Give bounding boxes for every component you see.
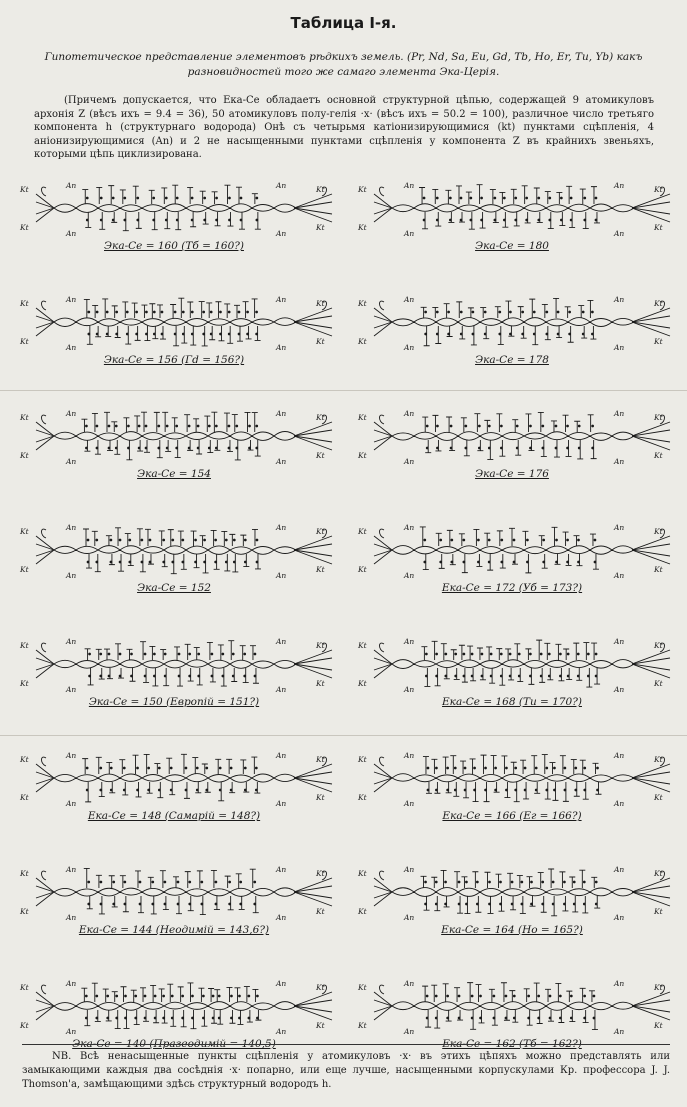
chain-drawing xyxy=(14,180,334,242)
an-label: An xyxy=(66,865,77,874)
diagram-caption: Эка-Се = 160 (Тб = 160?) xyxy=(104,240,244,252)
kt-label: Kt xyxy=(20,1021,29,1030)
diagram-caption: Ека-Се = 164 (Но = 165?) xyxy=(441,924,583,936)
kt-label: Kt xyxy=(316,337,325,346)
kt-label: Kt xyxy=(316,565,325,574)
an-label: An xyxy=(404,1027,415,1036)
chain-drawing xyxy=(352,978,672,1040)
chain-diagram xyxy=(14,636,334,756)
an-label: An xyxy=(614,181,625,190)
kt-label: Kt xyxy=(20,565,29,574)
chain-drawing xyxy=(14,636,334,698)
kt-label: Kt xyxy=(316,755,325,764)
an-label: An xyxy=(404,685,415,694)
an-label: An xyxy=(276,979,287,988)
an-label: An xyxy=(276,409,287,418)
chain-diagram xyxy=(352,750,672,870)
kt-label: Kt xyxy=(358,1021,367,1030)
an-label: An xyxy=(276,799,287,808)
chain-drawing xyxy=(352,294,672,356)
kt-label: Kt xyxy=(316,223,325,232)
an-label: An xyxy=(66,229,77,238)
an-label: An xyxy=(66,181,77,190)
an-label: An xyxy=(276,343,287,352)
kt-label: Kt xyxy=(20,337,29,346)
kt-label: Kt xyxy=(316,983,325,992)
chain-diagram xyxy=(14,294,334,414)
kt-label: Kt xyxy=(20,793,29,802)
chain-drawing xyxy=(352,408,672,470)
an-label: An xyxy=(276,295,287,304)
diagram-caption: Ека-Се = 166 (Ег = 166?) xyxy=(442,810,582,822)
diagram-caption: Эка-Се = 176 xyxy=(475,468,549,480)
an-label: An xyxy=(614,979,625,988)
chain-diagram xyxy=(14,522,334,642)
chain-diagram xyxy=(14,180,334,300)
chain-diagram xyxy=(352,864,672,984)
an-label: An xyxy=(66,571,77,580)
an-label: An xyxy=(404,571,415,580)
diagram-caption: Ека-Се = 168 (Ти = 170?) xyxy=(442,696,582,708)
kt-label: Kt xyxy=(20,223,29,232)
kt-label: Kt xyxy=(358,565,367,574)
kt-label: Kt xyxy=(654,451,663,460)
an-label: An xyxy=(404,751,415,760)
an-label: An xyxy=(614,409,625,418)
diagram-caption: Ека-Се = 172 (Уб = 173?) xyxy=(441,582,583,594)
an-label: An xyxy=(614,865,625,874)
an-label: An xyxy=(614,295,625,304)
chain-diagram xyxy=(14,750,334,870)
kt-label: Kt xyxy=(654,983,663,992)
an-label: An xyxy=(66,913,77,922)
kt-label: Kt xyxy=(654,755,663,764)
kt-label: Kt xyxy=(358,907,367,916)
chain-drawing xyxy=(14,978,334,1040)
kt-label: Kt xyxy=(316,869,325,878)
kt-label: Kt xyxy=(654,223,663,232)
kt-label: Kt xyxy=(654,565,663,574)
diagram-caption: Эка-Се = 152 xyxy=(137,582,211,594)
kt-label: Kt xyxy=(358,641,367,650)
kt-label: Kt xyxy=(20,185,29,194)
an-label: An xyxy=(276,457,287,466)
kt-label: Kt xyxy=(358,413,367,422)
an-label: An xyxy=(66,637,77,646)
kt-label: Kt xyxy=(654,679,663,688)
kt-label: Kt xyxy=(358,185,367,194)
an-label: An xyxy=(614,571,625,580)
kt-label: Kt xyxy=(316,641,325,650)
an-label: An xyxy=(404,409,415,418)
diagram-caption: Ека-Се = 148 (Самарій = 148?) xyxy=(87,810,261,822)
kt-label: Kt xyxy=(20,641,29,650)
kt-label: Kt xyxy=(20,413,29,422)
kt-label: Kt xyxy=(654,907,663,916)
diagram-caption: Ека-Се = 162 (Тб = 162?) xyxy=(442,1038,582,1050)
an-label: An xyxy=(404,799,415,808)
kt-label: Kt xyxy=(358,337,367,346)
chain-diagram xyxy=(352,522,672,642)
diagram-caption: Эка-Се = 140 (Празеодимій = 140,5) xyxy=(72,1038,276,1050)
chain-diagram xyxy=(352,636,672,756)
diagram-caption: Эка-Се = 156 (Гd = 156?) xyxy=(103,354,245,366)
kt-label: Kt xyxy=(654,1021,663,1030)
chain-drawing xyxy=(14,750,334,812)
an-label: An xyxy=(66,685,77,694)
diagram-caption: Ека-Се = 144 (Неодимій = 143,6?) xyxy=(78,924,270,936)
kt-label: Kt xyxy=(20,451,29,460)
an-label: An xyxy=(66,523,77,532)
an-label: An xyxy=(66,1027,77,1036)
chain-drawing xyxy=(352,522,672,584)
diagram-caption: Эка-Се = 180 xyxy=(475,240,549,252)
an-label: An xyxy=(404,523,415,532)
kt-label: Kt xyxy=(358,869,367,878)
chain-drawing xyxy=(352,636,672,698)
chain-drawing xyxy=(352,750,672,812)
kt-label: Kt xyxy=(358,527,367,536)
kt-label: Kt xyxy=(654,413,663,422)
kt-label: Kt xyxy=(358,755,367,764)
chain-drawing xyxy=(352,180,672,242)
diagram-caption: Эка-Се = 154 xyxy=(137,468,211,480)
an-label: An xyxy=(276,637,287,646)
an-label: An xyxy=(614,1027,625,1036)
an-label: An xyxy=(614,751,625,760)
kt-label: Kt xyxy=(358,983,367,992)
an-label: An xyxy=(404,229,415,238)
kt-label: Kt xyxy=(20,679,29,688)
an-label: An xyxy=(404,343,415,352)
kt-label: Kt xyxy=(20,983,29,992)
kt-label: Kt xyxy=(316,413,325,422)
an-label: An xyxy=(404,865,415,874)
chain-drawing xyxy=(352,864,672,926)
kt-label: Kt xyxy=(358,679,367,688)
kt-label: Kt xyxy=(358,223,367,232)
diagram-caption: Эка-Се = 150 (Европій = 151?) xyxy=(88,696,260,708)
kt-label: Kt xyxy=(654,185,663,194)
chain-diagram xyxy=(352,294,672,414)
chain-diagram xyxy=(352,180,672,300)
an-label: An xyxy=(276,913,287,922)
an-label: An xyxy=(614,637,625,646)
an-label: An xyxy=(276,865,287,874)
kt-label: Kt xyxy=(358,299,367,308)
an-label: An xyxy=(66,799,77,808)
an-label: An xyxy=(404,979,415,988)
an-label: An xyxy=(66,751,77,760)
kt-label: Kt xyxy=(316,451,325,460)
kt-label: Kt xyxy=(654,793,663,802)
kt-label: Kt xyxy=(316,299,325,308)
chain-drawing xyxy=(14,864,334,926)
intro-note: (Причемъ допускается, что Ека-Се обладаетъ основной структурной цѣпью, содержащей 9 атомикуловъ архонія Z (вѣсъ ихъ = 9.4 = 36), 50 атомикуловъ полу-гелія ·x· (вѣсъ ихъ = 50.2 = 100), различное число третьяго компонента h (структурнаго водорода) Онѣ съ четырьмя катіонизирующимися (kt) пунктами сцѣпленія, 4 аніонизирующимися (An) и 2 не насыщенными пунктами сцѣпленія у компонента Z въ крайнихъ звеньяхъ, которыми цѣпь циклизирована. xyxy=(34,95,654,160)
kt-label: Kt xyxy=(654,641,663,650)
kt-label: Kt xyxy=(358,793,367,802)
kt-label: Kt xyxy=(654,337,663,346)
an-label: An xyxy=(66,409,77,418)
an-label: An xyxy=(404,913,415,922)
kt-label: Kt xyxy=(20,299,29,308)
page-title: Таблица I-я. xyxy=(290,14,397,32)
diagram-caption: Эка-Се = 178 xyxy=(475,354,549,366)
chain-diagram xyxy=(14,408,334,528)
an-label: An xyxy=(276,571,287,580)
kt-label: Kt xyxy=(20,755,29,764)
an-label: An xyxy=(276,751,287,760)
kt-label: Kt xyxy=(316,679,325,688)
page-subtitle: Гипотетическое представление элементовъ рѣдкихъ земель. (Pr, Nd, Sa, Eu, Gd, Tb, Ho, Er, Tu, Yb) какъ разновидностей того же самаго элемента Эка-Церія. xyxy=(44,51,643,78)
an-label: An xyxy=(66,295,77,304)
kt-label: Kt xyxy=(654,869,663,878)
kt-label: Kt xyxy=(316,1021,325,1030)
footnote: NB. Всѣ ненасыщенные пункты сцѣпленія у атомикуловъ ·x· въ этихъ цѣпяхъ можно представлять или замыкающими каждыя два сосѣднія ·x· попарно, или еще лучше, насыщенными корпускулами Кр. профессора J. J. Thomson'а, замѣщающими здѣсь структурный водородъ h. xyxy=(22,1044,670,1092)
kt-label: Kt xyxy=(20,869,29,878)
kt-label: Kt xyxy=(654,527,663,536)
chain-diagram xyxy=(352,408,672,528)
an-label: An xyxy=(614,685,625,694)
an-label: An xyxy=(66,343,77,352)
an-label: An xyxy=(66,979,77,988)
an-label: An xyxy=(614,523,625,532)
chain-drawing xyxy=(14,522,334,584)
an-label: An xyxy=(614,343,625,352)
chain-diagram xyxy=(14,864,334,984)
an-label: An xyxy=(404,181,415,190)
an-label: An xyxy=(614,913,625,922)
kt-label: Kt xyxy=(20,907,29,916)
an-label: An xyxy=(614,799,625,808)
an-label: An xyxy=(276,229,287,238)
chain-drawing xyxy=(14,294,334,356)
an-label: An xyxy=(276,181,287,190)
kt-label: Kt xyxy=(358,451,367,460)
kt-label: Kt xyxy=(316,527,325,536)
chain-drawing xyxy=(14,408,334,470)
an-label: An xyxy=(404,637,415,646)
kt-label: Kt xyxy=(316,907,325,916)
an-label: An xyxy=(276,523,287,532)
an-label: An xyxy=(404,457,415,466)
kt-label: Kt xyxy=(316,185,325,194)
an-label: An xyxy=(404,295,415,304)
an-label: An xyxy=(276,685,287,694)
an-label: An xyxy=(614,457,625,466)
kt-label: Kt xyxy=(20,527,29,536)
an-label: An xyxy=(66,457,77,466)
kt-label: Kt xyxy=(654,299,663,308)
kt-label: Kt xyxy=(316,793,325,802)
an-label: An xyxy=(614,229,625,238)
an-label: An xyxy=(276,1027,287,1036)
